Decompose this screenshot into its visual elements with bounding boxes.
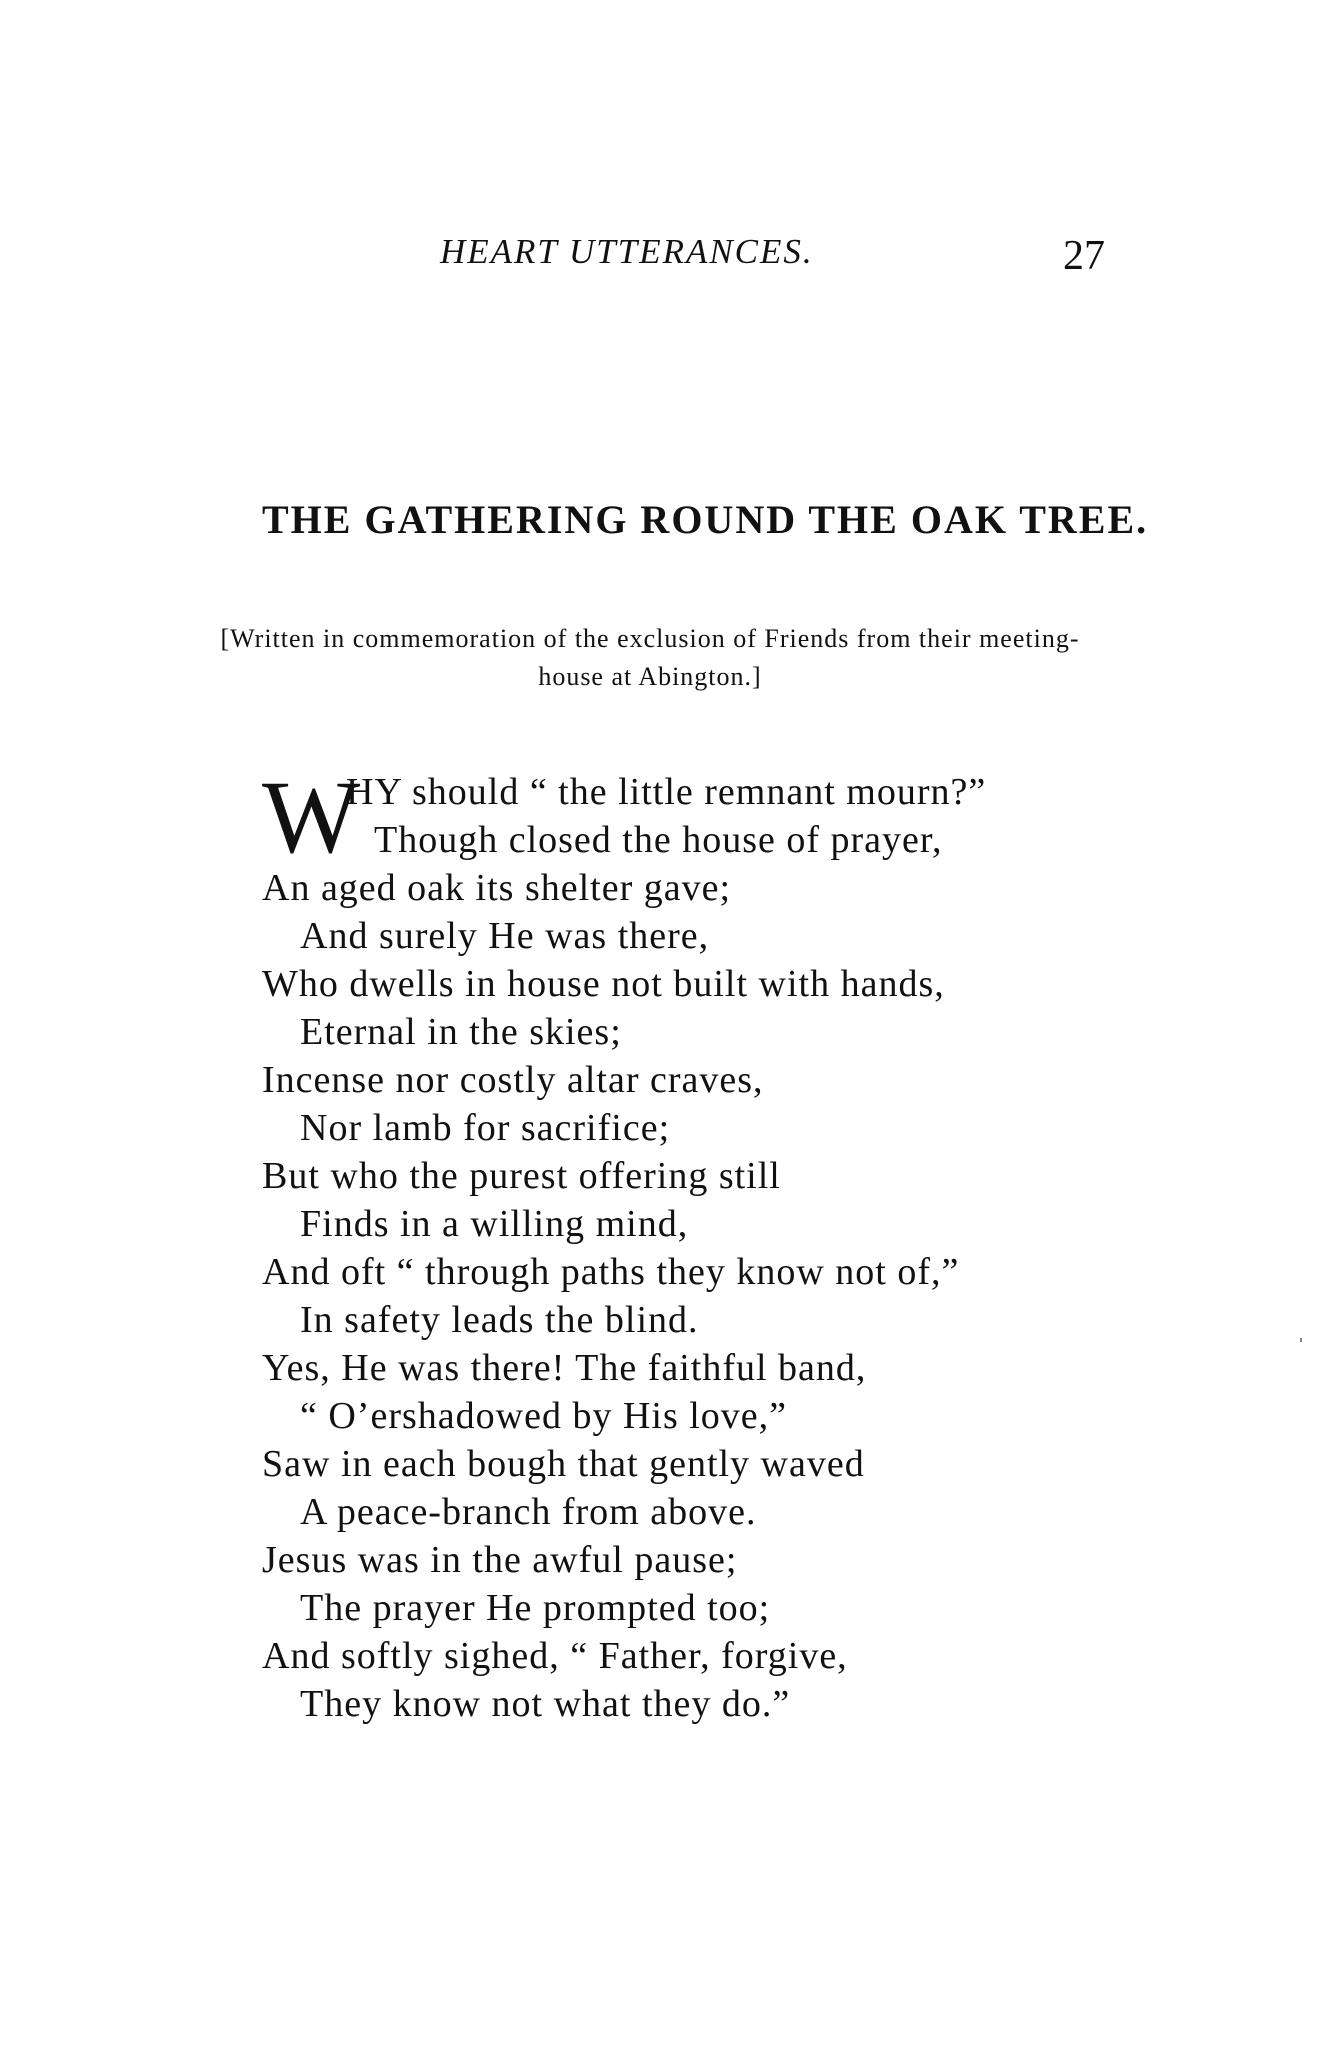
poem-line-6: Eternal in the skies; [300, 1011, 622, 1053]
poem-line-2: Though closed the house of prayer, [374, 819, 943, 861]
poem-line-4: And surely He was there, [300, 915, 710, 957]
poem-line-15: Saw in each bough that gently waved [262, 1443, 865, 1485]
poem-line-12: In safety leads the blind. [300, 1299, 699, 1341]
poem-line-7: Incense nor costly altar craves, [262, 1059, 764, 1101]
poem-line-17: Jesus was in the awful pause; [262, 1539, 738, 1581]
poem-line-9: But who the purest offering still [262, 1155, 781, 1197]
poem-line-3: An aged oak its shelter gave; [262, 867, 732, 909]
page-number: 27 [1063, 233, 1105, 279]
poem-line-20: They know not what they do.” [300, 1683, 791, 1725]
poem-line-19: And softly sighed, “ Father, forgive, [262, 1635, 848, 1677]
poem-line-16: A peace-branch from above. [300, 1491, 757, 1533]
running-head: HEART UTTERANCES. [440, 232, 814, 271]
poem-body [262, 760, 1142, 1728]
poem-line-10: Finds in a willing mind, [300, 1203, 689, 1245]
poem-line-14: “ O’ershadowed by His love,” [300, 1395, 788, 1437]
poem-line-8: Nor lamb for sacrifice; [300, 1107, 671, 1149]
poem-line-18: The prayer He prompted too; [300, 1587, 771, 1629]
poem-line-13: Yes, He was there! The faithful band, [262, 1347, 867, 1389]
poem-line-5: Who dwells in house not built with hands, [262, 963, 945, 1005]
poem-note: [Written in commemoration of the exclusion of Friends from their meeting-house at Abington.] [220, 624, 1080, 691]
drop-cap: W [262, 760, 361, 875]
print-speck [1300, 1338, 1302, 1342]
poem-title: THE GATHERING ROUND THE OAK TREE. [262, 497, 1149, 542]
poem-line-11: And oft “ through paths they know not of,” [262, 1251, 960, 1293]
poem-line-1: HY should “ the little remnant mourn?” [346, 771, 987, 813]
